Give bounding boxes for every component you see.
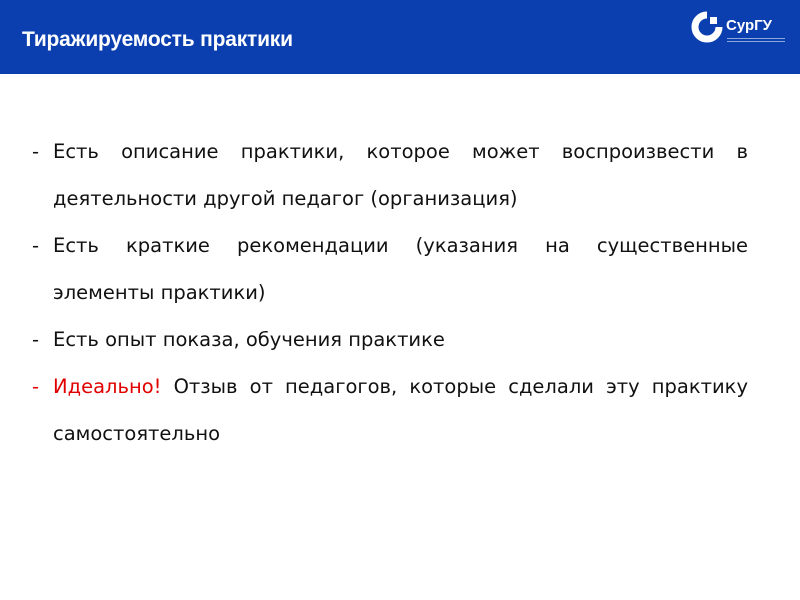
logo-text: СурГУ: [726, 17, 772, 34]
list-item: [32, 222, 748, 316]
list-item-text: Есть опыт показа, обучения практике: [53, 328, 445, 351]
list-item-text: Есть краткие рекомендации (указания на существенные элементы практики): [53, 234, 748, 304]
logo-subtitle-lines: [727, 38, 785, 42]
bullet-list: [32, 128, 748, 457]
slide-header: [0, 0, 800, 74]
list-item: [32, 363, 748, 457]
surgu-logo: [691, 11, 791, 47]
list-marker: -: [32, 234, 40, 257]
list-marker: -: [32, 328, 40, 351]
highlight-text: Идеально!: [53, 375, 162, 398]
list-item: [32, 316, 748, 363]
surgu-logo-icon: [691, 11, 723, 45]
list-item-text: Есть описание практики, которое может воспроизвести в деятельности другой педагог (организация): [53, 140, 748, 210]
list-item-text: Отзыв от педагогов, которые сделали эту практику самостоятельно: [53, 375, 748, 445]
list-marker: -: [32, 140, 40, 163]
list-marker: -: [32, 375, 40, 398]
slide-title: Тиражируемость практики: [22, 28, 293, 51]
list-item: [32, 128, 748, 222]
